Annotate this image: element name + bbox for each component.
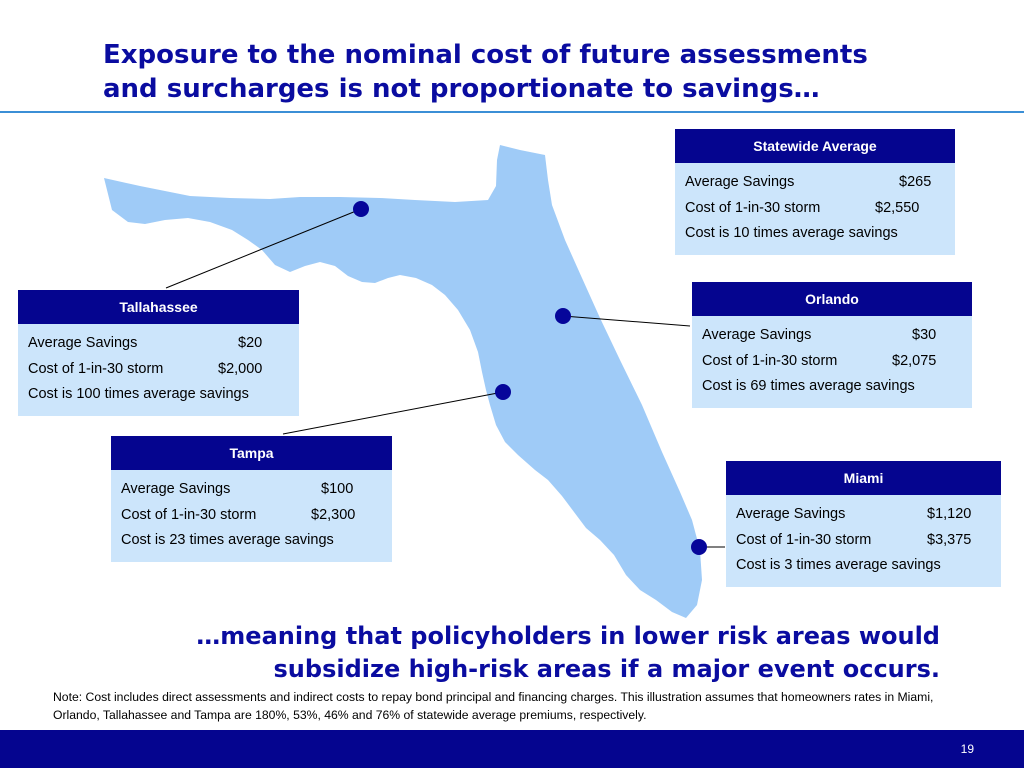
statewide-storm-value: $2,550 — [875, 199, 920, 216]
tampa-savings-label: Average Savings — [121, 481, 231, 497]
tampa-header: Tampa — [111, 436, 392, 470]
orlando-header: Orlando — [692, 282, 972, 316]
tampa-dot — [495, 384, 511, 400]
miami-savings-label: Average Savings — [736, 506, 846, 522]
miami-storm-value: $3,375 — [927, 531, 972, 548]
orlando-summary: Cost is 69 times average savings — [702, 378, 915, 394]
statewide-savings-row — [685, 170, 945, 196]
orlando-box — [692, 282, 972, 408]
orlando-savings-label: Average Savings — [702, 327, 812, 343]
tallahassee-storm-label: Cost of 1-in-30 storm — [28, 360, 164, 377]
tampa-storm-row — [121, 503, 382, 529]
orlando-storm-row — [702, 349, 962, 375]
slide-title-line-1: Exposure to the nominal cost of future assessments — [103, 40, 868, 70]
tampa-summary: Cost is 23 times average savings — [121, 532, 334, 548]
statewide-savings-label: Average Savings — [685, 174, 795, 190]
miami-storm-label: Cost of 1-in-30 storm — [736, 531, 872, 548]
tampa-box — [111, 436, 392, 562]
tampa-storm-label: Cost of 1-in-30 storm — [121, 506, 257, 523]
tallahassee-savings-value: $20 — [238, 335, 263, 351]
conclusion-text — [80, 620, 940, 686]
orlando-storm-value: $2,075 — [892, 352, 937, 369]
tampa-savings-value: $100 — [321, 481, 354, 497]
tallahassee-box — [18, 290, 299, 416]
miami-savings-value: $1,120 — [927, 506, 972, 522]
tallahassee-summary: Cost is 100 times average savings — [28, 386, 249, 402]
footer-bar — [0, 730, 1024, 768]
miami-storm-row — [736, 528, 991, 554]
orlando-savings-row — [702, 323, 962, 349]
tallahassee-savings-label: Average Savings — [28, 335, 138, 351]
tampa-storm-value: $2,300 — [311, 506, 356, 523]
orlando-savings-value: $30 — [912, 327, 937, 343]
orlando-storm-label: Cost of 1-in-30 storm — [702, 352, 838, 369]
statewide-storm-label: Cost of 1-in-30 storm — [685, 199, 821, 216]
title-divider — [0, 111, 1024, 113]
page-number: 19 — [960, 742, 974, 756]
slide-title-line-2: and surcharges is not proportionate to savings… — [103, 74, 820, 104]
slide-title — [103, 38, 983, 106]
tallahassee-dot — [353, 201, 369, 217]
conclusion-line-1: …meaning that policyholders in lower risk areas would — [196, 622, 940, 650]
tallahassee-storm-row — [28, 357, 289, 383]
statewide-summary: Cost is 10 times average savings — [685, 225, 898, 241]
statewide-storm-row — [685, 196, 945, 222]
tampa-savings-row — [121, 477, 382, 503]
miami-summary: Cost is 3 times average savings — [736, 557, 941, 573]
conclusion-line-2: subsidize high-risk areas if a major event occurs. — [273, 655, 940, 683]
miami-box — [726, 461, 1001, 587]
miami-dot — [691, 539, 707, 555]
tampa-leader-line — [283, 392, 503, 434]
statewide-average-header: Statewide Average — [675, 129, 955, 163]
tallahassee-header: Tallahassee — [18, 290, 299, 324]
orlando-dot — [555, 308, 571, 324]
statewide-savings-value: $265 — [899, 174, 932, 190]
tallahassee-savings-row — [28, 331, 289, 357]
miami-header: Miami — [726, 461, 1001, 495]
miami-savings-row — [736, 502, 991, 528]
footnote: Note: Cost includes direct assessments and indirect costs to repay bond principal and financing charges. This illustration assumes that homeowners rates in Miami, Orlando, Tallahassee and Tampa are 180%, 53%, 46% and 76% of statewide average premiums, respectively. — [53, 690, 934, 722]
statewide-average-box — [675, 129, 955, 255]
tallahassee-storm-value: $2,000 — [218, 360, 263, 377]
